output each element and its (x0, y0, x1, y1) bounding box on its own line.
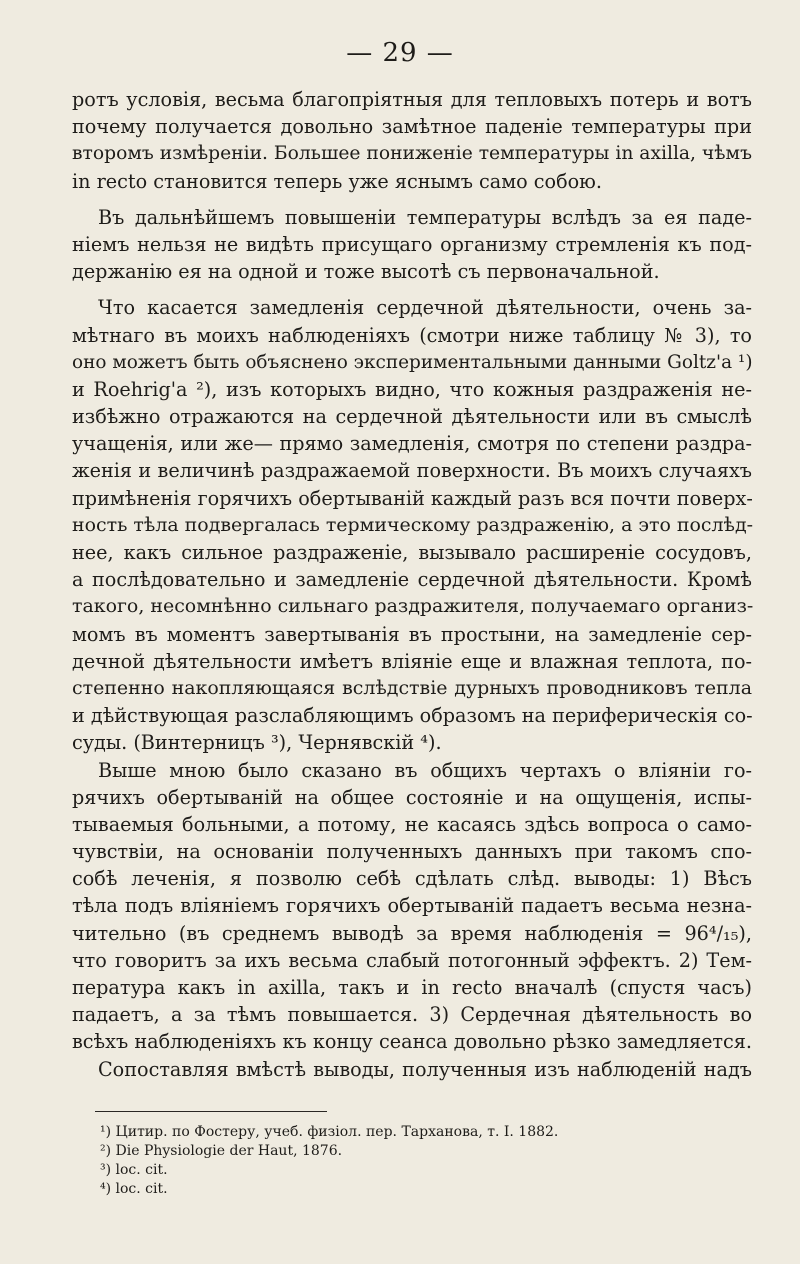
text-line: рячихъ обертываній на общее состояніе и на ощущенія, испы- (72, 785, 752, 809)
footnotes (100, 1123, 750, 1199)
text-line: момъ въ моментъ завертыванія въ простыни, на замедленіе сер- (72, 622, 752, 646)
text-line: второмъ измѣреніи. Большее пониженіе температуры in axilla, чѣмъ (72, 143, 752, 165)
text-line: падаетъ, а за тѣмъ повышается. 3) Сердечная дѣятельность во (72, 1003, 752, 1027)
text-line: почему получается довольно замѣтное паденіе температуры при (72, 115, 752, 139)
text-line: учащенія, или же— прямо замедленія, смотря по степени раздра- (72, 432, 752, 456)
footnote: ¹) Цитир. по Фостеру, учеб. физіол. пер. Тарханова, т. I. 1882. (100, 1124, 559, 1140)
text-line: пература какъ in axilla, такъ и in recto вначалѣ (спустя часъ) (72, 976, 752, 999)
text-line: держанію ея на одной и тоже высотѣ съ первоначальной. (72, 260, 660, 284)
text-line: женія и величинѣ раздражаемой поверхности. Въ моихъ случаяхъ (72, 459, 752, 483)
paragraph-start-line: Сопоставляя вмѣстѣ выводы, полученныя изъ наблюденій надъ (98, 1057, 752, 1081)
text-line: ность тѣла подвергалась термическому раздраженію, а это послѣд- (72, 513, 754, 536)
text-line: суды. (Винтерницъ ³), Чернявскій ⁴). (72, 731, 442, 755)
text-line: in recto становится теперь уже яснымъ само собою. (72, 169, 602, 193)
text-line: и Roehrig'а ²), изъ которыхъ видно, что кожныя раздраженія не- (72, 377, 752, 401)
text-line: дечной дѣятельности имѣетъ вліяніе еще и влажная теплота, по- (72, 649, 752, 673)
page-number: — 29 — (346, 38, 454, 68)
text-line: всѣхъ наблюденіяхъ къ концу сеанса довольно рѣзко замедляется. (72, 1030, 752, 1054)
text-line: нее, какъ сильное раздраженіе, вызывало расширеніе сосудовъ, (72, 541, 752, 564)
text-line: ніемъ нельзя не видѣть присущаго организму стремленія къ под- (72, 232, 752, 256)
paragraph-start-line: Въ дальнѣйшемъ повышеніи температуры вслѣдъ за ея паде- (98, 205, 752, 229)
text-line: а послѣдовательно и замедленіе сердечной дѣятельности. Кромѣ (72, 568, 752, 592)
paragraph-start-line: Что касается замедленія сердечной дѣятельности, очень за- (98, 296, 752, 320)
footnote-separator (95, 1111, 327, 1112)
text-line: чувствіи, на основаніи полученныхъ данныхъ при такомъ спо- (72, 840, 752, 864)
text-line: тываемыя больными, а потому, не касаясь здѣсь вопроса о само- (72, 812, 752, 836)
text-line: оно можетъ быть объяснено экспериментальными данными Goltz'а ¹) (72, 351, 753, 373)
footnote: ²) Die Physiologie der Haut, 1876. (100, 1143, 343, 1159)
text-line: что говоритъ за ихъ весьма слабый потогонный эффектъ. 2) Тем- (72, 948, 752, 972)
text-line: избѣжно отражаются на сердечной дѣятельности или въ смыслѣ (72, 405, 752, 429)
text-line: мѣтнаго въ моихъ наблюденіяхъ (смотри ниже таблицу № 3), то (72, 323, 752, 347)
text-line: примѣненія горячихъ обертываній каждый разъ вся почти поверх- (72, 486, 753, 510)
text-line: собѣ леченія, я позволю себѣ сдѣлать слѣд. выводы: 1) Вѣсъ (72, 867, 752, 891)
text-line: степенно накопляющаяся вслѣдствіе дурныхъ проводниковъ тепла (72, 676, 752, 699)
text-line: и дѣйствующая разслабляющимъ образомъ на периферическія со- (72, 704, 753, 728)
text-line: такого, несомнѣнно сильнаго раздражителя, получаемаго организ- (72, 595, 754, 618)
text-line: чительно (въ среднемъ выводѣ за время наблюденія = 96⁴/₁₅), (72, 921, 752, 945)
text-line: тѣла подъ вліяніемъ горячихъ обертываній падаетъ весьма незна- (72, 894, 752, 918)
footnote: ⁴) loc. cit. (100, 1181, 168, 1197)
footnote: ³) loc. cit. (100, 1162, 168, 1178)
text-line: ротъ условія, весьма благопріятныя для тепловыхъ потерь и вотъ (72, 88, 752, 111)
body-text (72, 86, 752, 1083)
paragraph-start-line: Выше мною было сказано въ общихъ чертахъ о вліяніи го- (98, 758, 752, 782)
